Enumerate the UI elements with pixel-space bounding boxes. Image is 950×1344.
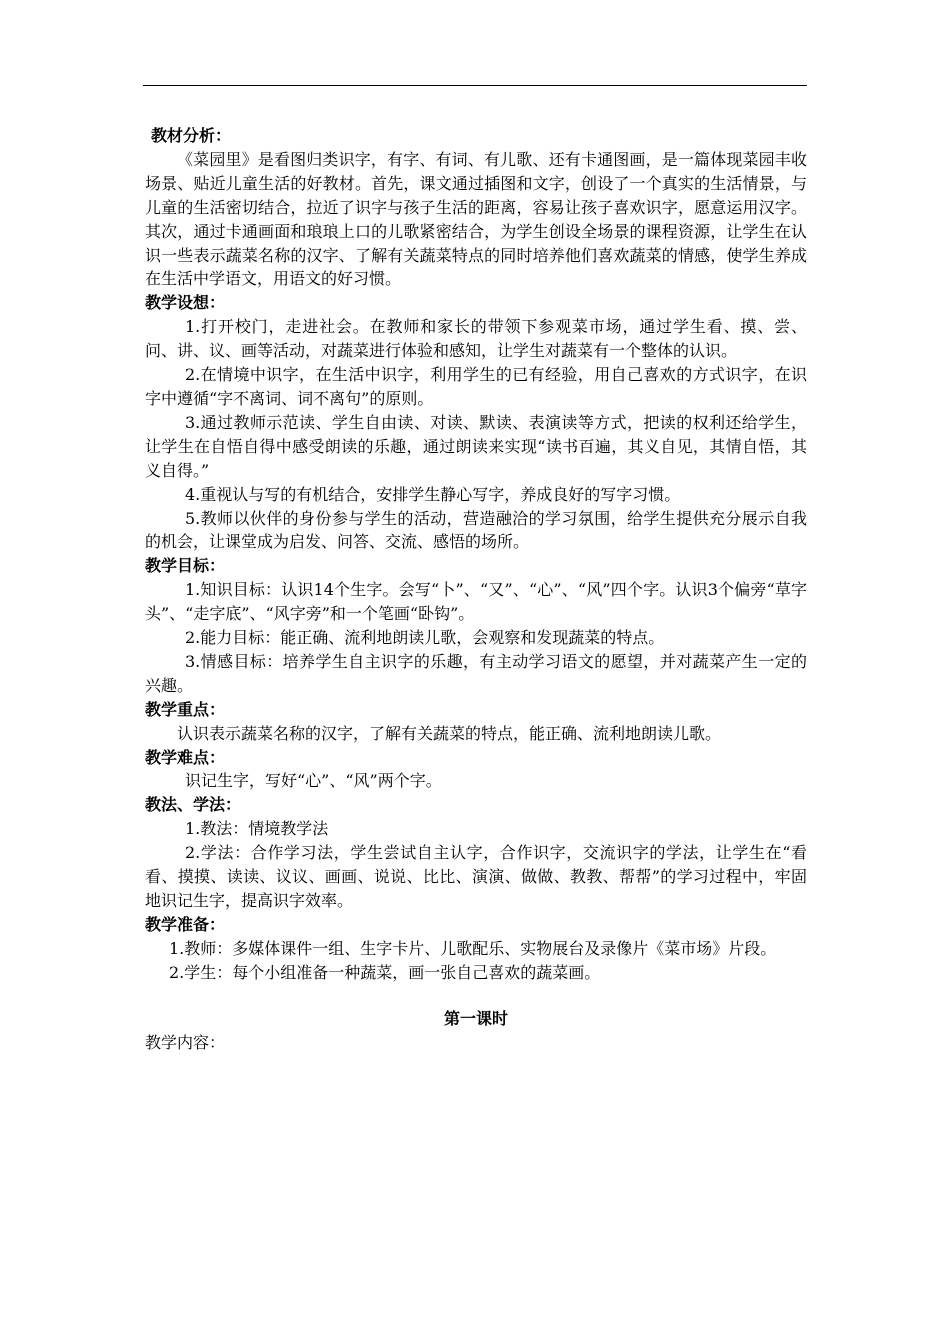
prep-item: 2.学生：每个小组准备一种蔬菜，画一张自己喜欢的蔬菜画。 — [169, 962, 601, 982]
lesson-title: 第一课时 — [443, 1008, 508, 1028]
focus-paragraph: 认识表示蔬菜名称的汉字，了解有关蔬菜的特点，能正确、流利地朗读儿歌。 — [177, 723, 722, 743]
focus-heading: 教学重点： — [145, 699, 226, 719]
design-item: 3.通过教师示范读、学生自由读、对读、默读、表演读等方式，把读的权利还给学生，让学生在自悟自得中感受朗读的乐趣，通过朗读来实现“读书百遍，其义自见，其情自悟，其义自得。” — [145, 412, 807, 480]
prep-heading: 教学准备： — [145, 914, 226, 934]
goals-heading: 教学目标： — [145, 556, 226, 576]
method-item: 2.学法：合作学习法，学生尝试自主认字，合作识字，交流识字的学法，让学生在“看看、摸摸、读读、议议、画画、说说、比比、演演、做做、教教、帮帮”的学习过程中，牢固地识记生字，提高识字效率。 — [145, 843, 807, 910]
design-item: 4.重视认与写的有机结合，安排学生静心写字，养成良好的写字习惯。 — [185, 484, 681, 504]
goal-item: 3.情感目标：培养学生自主识字的乐趣，有主动学习语文的愿望，并对蔬菜产生一定的兴趣。 — [145, 651, 807, 695]
analysis-heading: 教材分析： — [151, 126, 232, 145]
content-label: 教学内容： — [145, 1032, 226, 1052]
analysis-paragraph: 《菜园里》是看图归类识字，有字、有词、有儿歌、还有卡通图画，是一篇体现菜园丰收场景、贴近儿童生活的好教材。首先，课文通过插图和文字，创设了一个真实的生活情景，与儿童的生活密切结合，拉近了识字与孩子生活的距离，容易让孩子喜欢识字，愿意运用汉字。其次，通过卡通画面和琅琅上口的儿歌紧密结合，为学生创设全场景的课程资源，让学生在认识一些表示蔬菜名称的汉字、了解有关蔬菜特点的同时培养他们喜欢蔬菜的情感，使学生养成在生活中学语文，用语文的好习惯。 — [145, 149, 807, 289]
goal-item: 2.能力目标：能正确、流利地朗读儿歌，会观察和发现蔬菜的特点。 — [185, 628, 665, 648]
design-item: 1.打开校门，走进社会。在教师和家长的带领下参观菜市场，通过学生看、摸、尝、问、讲、议、画等活动，对蔬菜进行体验和感知，让学生对蔬菜有一个整体的认识。 — [145, 317, 807, 361]
goal-item: 1.知识目标：认识14个生字。会写“卜”、“又”、“心”、“风”四个字。认识3个偏旁“草字头”、“走字底”、“风字旁”和一个笔画“卧钩”。 — [145, 580, 807, 624]
design-item: 5.教师以伙伴的身份参与学生的活动，营造融洽的学习氛围，给学生提供充分展示自我的机会，让课堂成为启发、问答、交流、感悟的场所。 — [145, 508, 807, 552]
difficulty-heading: 教学难点： — [145, 747, 226, 767]
methods-heading: 教法、学法： — [145, 795, 242, 815]
prep-item: 1.教师：多媒体课件一组、生字卡片、儿歌配乐、实物展台及录像片《菜市场》片段。 — [169, 938, 777, 958]
method-item: 1.教法：情境教学法 — [185, 819, 329, 839]
design-item: 2.在情境中识字，在生活中识字，利用学生的已有经验，用自己喜欢的方式识字，在识字中遵循“字不离词、词不离句”的原则。 — [145, 365, 807, 408]
header-rule — [143, 85, 807, 86]
difficulty-paragraph: 识记生字，写好“心”、“风”两个字。 — [185, 771, 442, 791]
design-heading: 教学设想： — [145, 293, 226, 313]
document-body — [145, 124, 807, 1054]
